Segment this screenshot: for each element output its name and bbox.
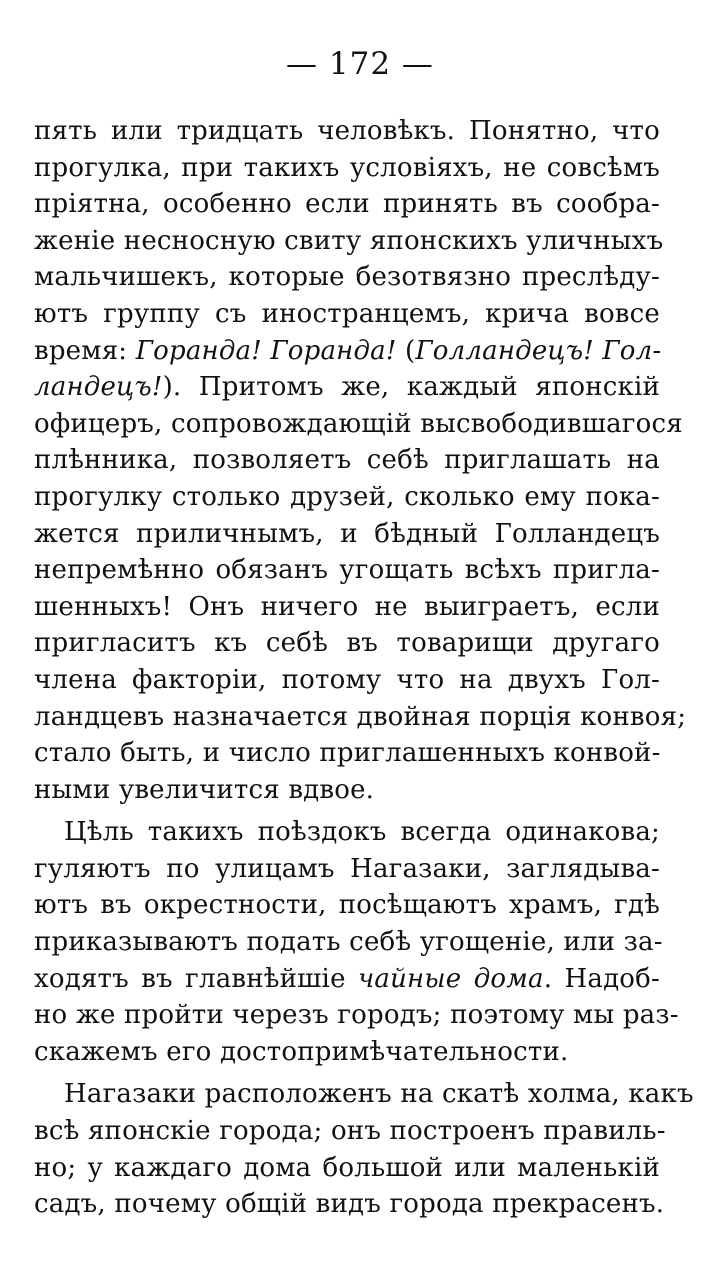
text-line [34,699,687,736]
text-line [34,924,663,961]
text-line [34,814,660,851]
text-line [34,442,660,479]
text-line [34,259,660,296]
text-run: но; у каждаго дома большой или маленькій [34,1152,660,1183]
text-run: шенныхъ! Онъ ничего не выиграетъ, если [34,591,660,622]
text-run: гуляютъ по улицамъ Нагазаки, заглядыва- [34,853,660,884]
text-line [34,887,660,924]
paragraph-2 [34,814,679,1070]
text-line [34,851,660,888]
text-run: ютъ въ окрестности, посѣщаютъ храмъ, гдѣ [34,890,660,921]
text-run: ными увеличится вдвое. [34,774,375,805]
text-line [34,1186,665,1223]
text-line [34,625,660,662]
text-line [34,1113,666,1150]
text-run: . Надоб- [543,963,660,994]
text-line [34,223,664,260]
italic-text-run: Голландецъ! Гол- [415,335,662,366]
text-run: прогулку столько друзей, сколько ему пока- [34,481,660,512]
text-line [34,1150,660,1187]
text-line [34,772,660,809]
text-line [34,662,660,699]
text-run: мальчишекъ, которые безотвязно преслѣду- [34,262,660,293]
text-run: пригласитъ къ себѣ въ товарищи другаго [34,628,660,659]
text-line [34,735,660,772]
italic-text-run: Горанда! Горанда! [135,335,397,366]
text-line [34,406,683,443]
text-line [34,369,660,406]
text-run: время: [34,335,136,366]
page-number: — 172 — [286,46,434,82]
text-run: жется приличнымъ, и бѣдный Голландецъ [34,518,660,549]
text-run: скажемъ его достопримѣчательности. [34,1036,569,1067]
text-run: стало быть, и число приглашенныхъ конвой- [34,738,661,769]
text-line [34,961,660,998]
text-line [34,552,660,589]
text-run: прогулка, при такихъ условіяхъ, не совсѣмъ [34,152,660,183]
paragraph-3 [34,1076,694,1222]
text-line [34,1034,660,1071]
text-run: садъ, почему общій видъ города прекрасенъ. [34,1189,665,1220]
italic-text-run: чайные дома [358,963,544,994]
text-line [34,186,660,223]
text-run: офицеръ, сопровождающій высвободившагося [34,408,683,439]
text-run: женіе несносную свиту японскихъ уличныхъ [34,225,664,256]
text-run: всѣ японскіе города; онъ построенъ правиль- [34,1116,666,1147]
text-run: плѣнника, позволяетъ себѣ приглашать на [34,445,660,476]
body-text [34,113,694,1223]
text-run: ( [396,335,416,366]
text-line [34,997,679,1034]
text-line [34,296,660,333]
text-line [34,113,660,150]
paragraph-1 [34,113,687,808]
text-line [34,516,660,553]
text-line [34,333,660,370]
text-line [34,1076,694,1113]
text-run: Цѣль такихъ поѣздокъ всегда одинакова; [64,817,660,848]
text-line [34,150,660,187]
text-run: пять или тридцать человѣкъ. Понятно, что [34,116,660,146]
text-run: ). Притомъ же, каждый японскій [162,372,660,403]
text-run: члена факторіи, потому что на двухъ Гол- [34,664,660,695]
text-run: ютъ группу съ иностранцемъ, крича вовсе [34,298,660,329]
text-run: но же пройти черезъ городъ; поэтому мы раз- [34,1000,679,1031]
italic-text-run: ландецъ! [34,372,163,403]
text-line [34,589,660,626]
text-run: пріятна, особенно если принять въ сообра- [34,189,660,220]
text-line [34,479,660,516]
text-run: ландцевъ назначается двойная порція конвоя; [34,701,687,732]
text-run: Нагазаки расположенъ на скатѣ холма, какъ [64,1079,694,1110]
text-run: приказываютъ подать себѣ угощеніе, или за- [34,927,663,958]
text-run: ходятъ въ главнѣйшіе [34,963,359,994]
text-run: непремѣнно обязанъ угощать всѣхъ пригла- [34,555,660,586]
